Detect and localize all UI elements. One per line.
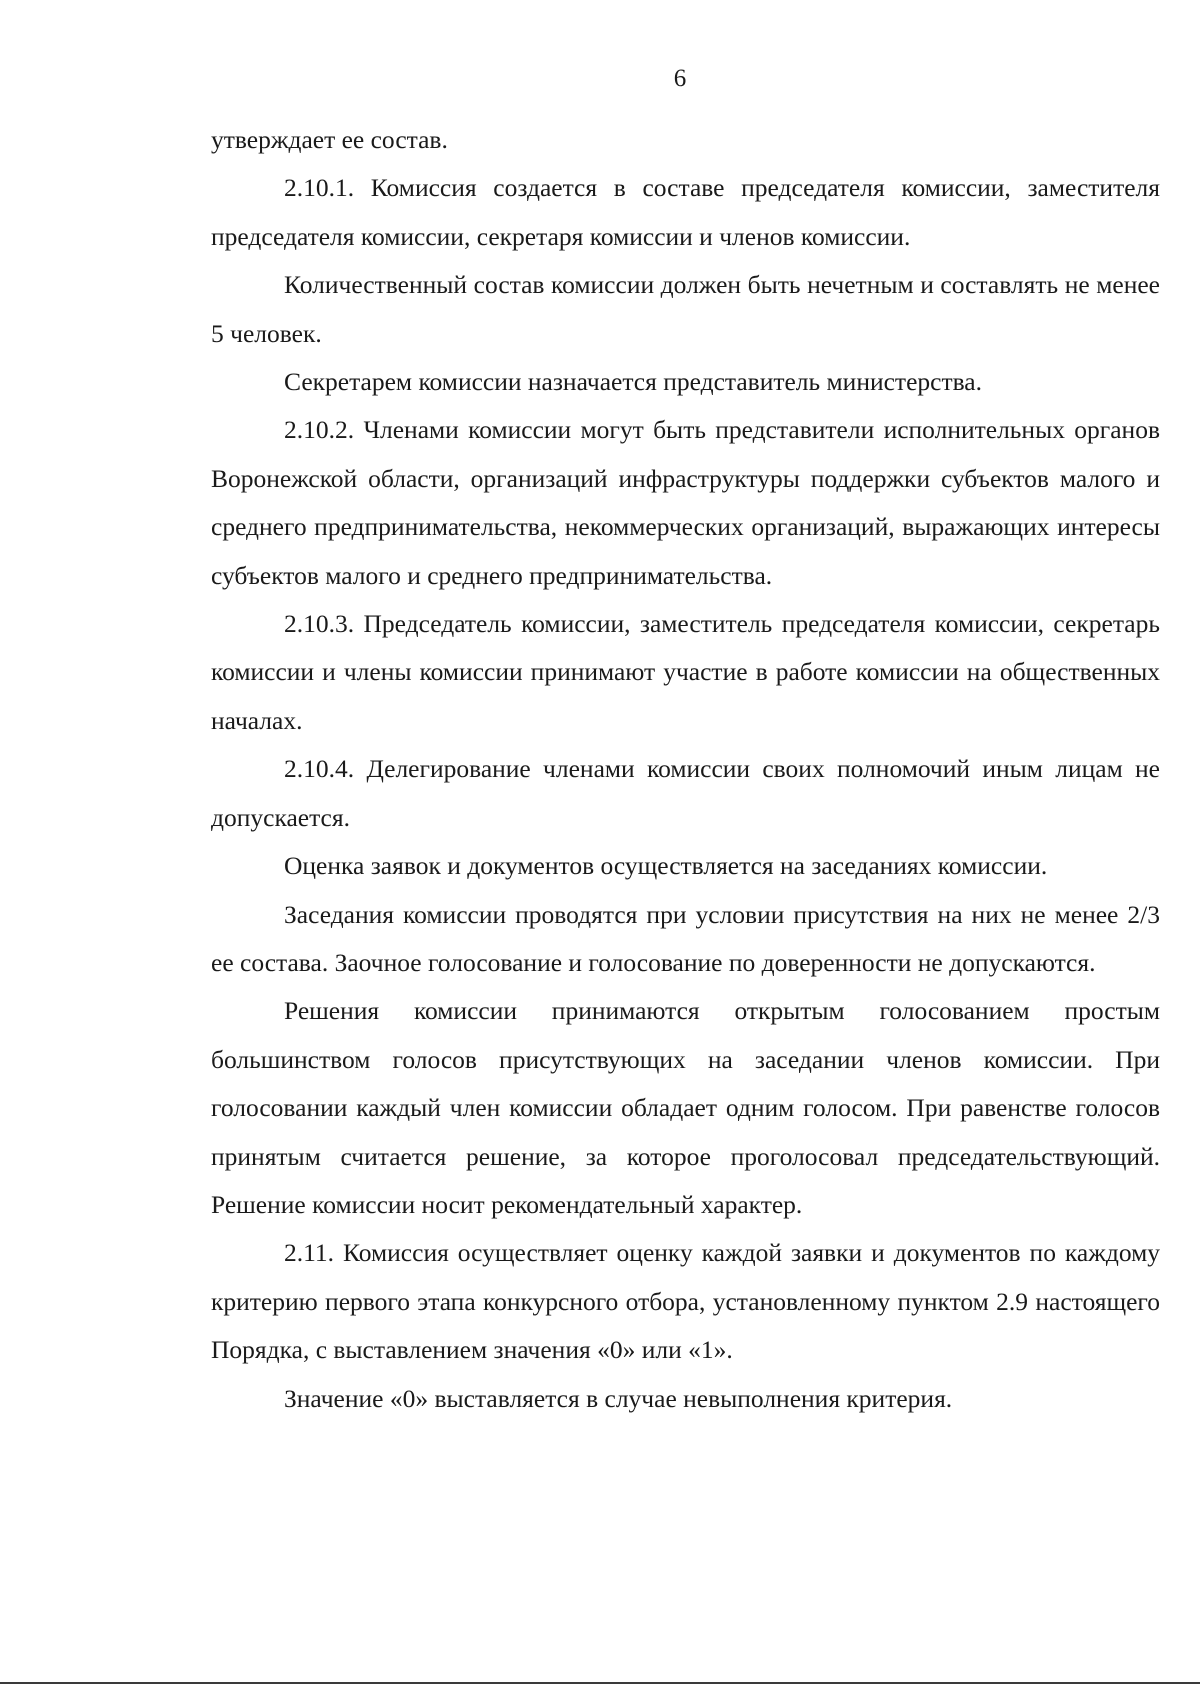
paragraph-secretary: Секретарем комиссии назначается представитель министерства. xyxy=(284,367,983,397)
paragraph-2-10-3: 2.10.3. Председатель комиссии, заместитель председателя комиссии, секретарь комиссии и члены комиссии принимают участие в работе комиссии на общественных началах. xyxy=(211,609,1160,735)
paragraph-commission-size: Количественный состав комиссии должен быть нечетным и составлять не менее 5 человек. xyxy=(211,270,1160,348)
paragraph-evaluation-meetings: Оценка заявок и документов осуществляется на заседаниях комиссии. xyxy=(284,851,1048,881)
paragraph-2-11: 2.11. Комиссия осуществляет оценку каждой заявки и документов по каждому критерию первого этапа конкурсного отбора, установленному пунктом 2.9 настоящего Порядка, с выставлением значения «0» или «1». xyxy=(211,1238,1160,1365)
paragraph-2-10-2: 2.10.2. Членами комиссии могут быть представители исполнительных органов Воронежской области, организаций инфраструктуры поддержки субъектов малого и среднего предпринимательства, некоммерческих организаций, выражающих интересы субъектов малого и среднего предпринимательства. xyxy=(211,415,1160,590)
paragraph-continuation: утверждает ее состав. xyxy=(211,125,448,154)
paragraph-voting: Решения комиссии принимаются открытым голосованием простым большинством голосов присутствующих на заседании членов комиссии. При голосовании каждый член комиссии обладает одним голосом. При равенстве голосов принятым считается решение, за которое проголосовал председательствующий. Решение комиссии носит рекомендательный характер. xyxy=(211,996,1160,1219)
paragraph-2-10-4: 2.10.4. Делегирование членами комиссии своих полномочий иным лицам не допускается. xyxy=(211,754,1160,832)
paragraph-quorum: Заседания комиссии проводятся при условии присутствия на них не менее 2/3 ее состава. Заочное голосование и голосование по доверенности не допускаются. xyxy=(211,899,1160,977)
page-number: 6 xyxy=(673,65,687,92)
paragraph-2-10-1: 2.10.1. Комиссия создается в составе председателя комиссии, заместителя председателя комиссии, секретаря комиссии и членов комиссии. xyxy=(211,173,1160,251)
document-body xyxy=(211,116,1160,1423)
paragraph-value-zero: Значение «0» выставляется в случае невыполнения критерия. xyxy=(284,1383,953,1413)
scan-edge-line xyxy=(0,1682,1200,1684)
